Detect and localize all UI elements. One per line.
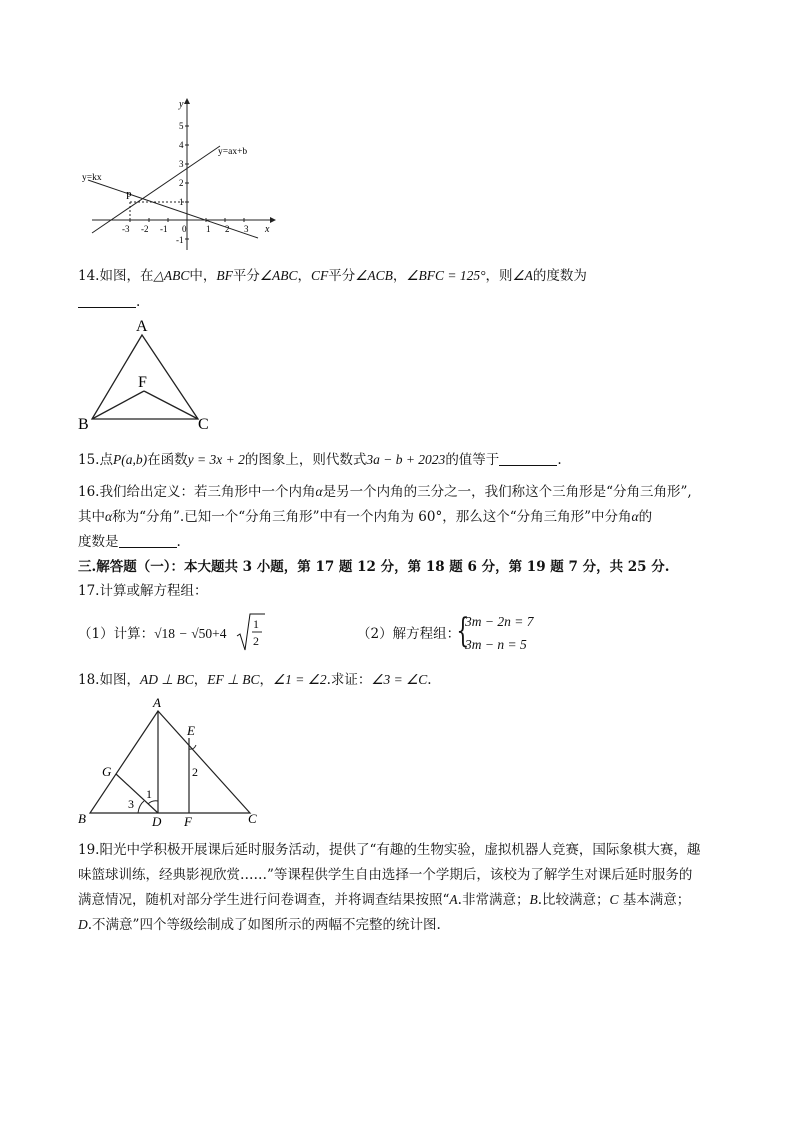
system-brace: { [456, 611, 470, 651]
y-axis-label: y [179, 99, 184, 110]
q14-text: 14.如图，在△ABC中，BF平分∠ABC，CF平分∠ACB，∠BFC = 125°，则∠A的度数为 [78, 268, 587, 284]
y-tick: 4 [179, 140, 184, 150]
vertex-a: A [136, 318, 148, 335]
triangle-abc [90, 711, 250, 813]
answer-blank[interactable] [499, 451, 557, 466]
radical-sign [236, 612, 266, 652]
q16-line1: 16.我们给出定义：若三角形中一个内角α是另一个内角的三分之一，我们称这个三角形是“分角三角形”, [78, 484, 692, 500]
y-tick: 1 [179, 197, 184, 207]
q17-part1: （1）计算：√18 − √50+4 [78, 626, 227, 642]
x-tick: -1 [160, 224, 168, 234]
line-y-kx [88, 180, 258, 238]
angle-arc-3 [138, 801, 144, 813]
x-tick: 3 [244, 224, 249, 234]
angle-arc-1 [148, 801, 158, 804]
q17-title: 17.计算或解方程组： [78, 583, 208, 599]
vertex-a: A [153, 697, 161, 710]
q16-line2: 其中α称为“分角”.已知一个“分角三角形”中有一个内角为 60°，那么这个“分角三角形”中分角α的 [78, 509, 653, 525]
y-axis-arrow [184, 98, 190, 104]
q18-triangle-figure [76, 697, 266, 829]
x-axis-label: x [265, 224, 270, 235]
q19-line1: 19.阳光中学积极开展课后延时服务活动，提供了“有趣的生物实验，虚拟机器人竞赛，国际象棋大赛，趣 [78, 842, 701, 858]
vertex-b: B [78, 416, 89, 433]
q14-answer-line: . [78, 292, 140, 312]
x-tick: -3 [122, 224, 130, 234]
line1-label: y=kx [82, 173, 102, 183]
equation-1: 3m − 2n = 7 [465, 614, 534, 629]
angle-label-1: 1 [146, 787, 152, 801]
angle-label-2: 2 [192, 765, 198, 779]
answer-blank[interactable] [119, 533, 177, 548]
equation-2: 3m − n = 5 [465, 637, 527, 652]
answer-blank[interactable] [78, 293, 136, 308]
q19-line2: 味篮球训练，经典影视欣赏……”等课程供学生自由选择一个学期后，该校为了解学生对课后延时服务的 [78, 867, 693, 883]
q18-text: 18.如图，AD ⊥ BC，EF ⊥ BC，∠1 = ∠2.求证：∠3 = ∠C. [78, 672, 432, 688]
point-f: F [184, 814, 192, 829]
y-tick: 3 [179, 159, 184, 169]
point-e: E [187, 723, 195, 738]
coordinate-graph [78, 96, 278, 258]
section-3-heading: 三.解答题（一）：本大题共 3 小题，第 17 题 12 分，第 18 题 6 分，第 19 题 7 分，共 25 分. [78, 559, 670, 575]
line2-label: y=ax+b [218, 147, 248, 157]
y-tick: -1 [176, 235, 184, 245]
sqrt-one-half [236, 612, 266, 652]
q19-line4: D.不满意”四个等级绘制成了如图所示的两幅不完整的统计图. [78, 917, 441, 933]
q17-part2-label: （2）解方程组： [357, 626, 461, 642]
point-d: D [152, 814, 162, 829]
y-tick: 5 [179, 121, 184, 131]
point-p-label: P [126, 191, 132, 202]
y-tick: 2 [179, 178, 184, 188]
x-tick: -2 [141, 224, 149, 234]
fraction-denominator: 2 [253, 634, 259, 648]
vertex-c: C [198, 416, 209, 433]
vertex-b: B [78, 811, 86, 826]
q15-text: 15.点P(a,b)在函数y = 3x + 2的图象上，则代数式3a − b + 2023的值等于 . [78, 452, 562, 468]
q16-line3: 度数是 . [78, 534, 181, 550]
angle-label-3: 3 [128, 797, 134, 811]
segment-cf [144, 391, 198, 419]
point-f: F [138, 374, 147, 391]
q19-line3: 满意情况，随机对部分学生进行问卷调查，并将调查结果按照“A.非常满意；B.比较满意；C 基本满意； [78, 892, 691, 908]
fraction-numerator: 1 [253, 617, 259, 631]
x-tick: 1 [206, 224, 211, 234]
q14-triangle-figure [76, 315, 216, 433]
vertex-c: C [248, 811, 257, 826]
x-axis-arrow [270, 217, 276, 223]
point-g: G [102, 764, 112, 779]
origin-label: 0 [182, 224, 187, 234]
x-tick: 2 [225, 224, 230, 234]
